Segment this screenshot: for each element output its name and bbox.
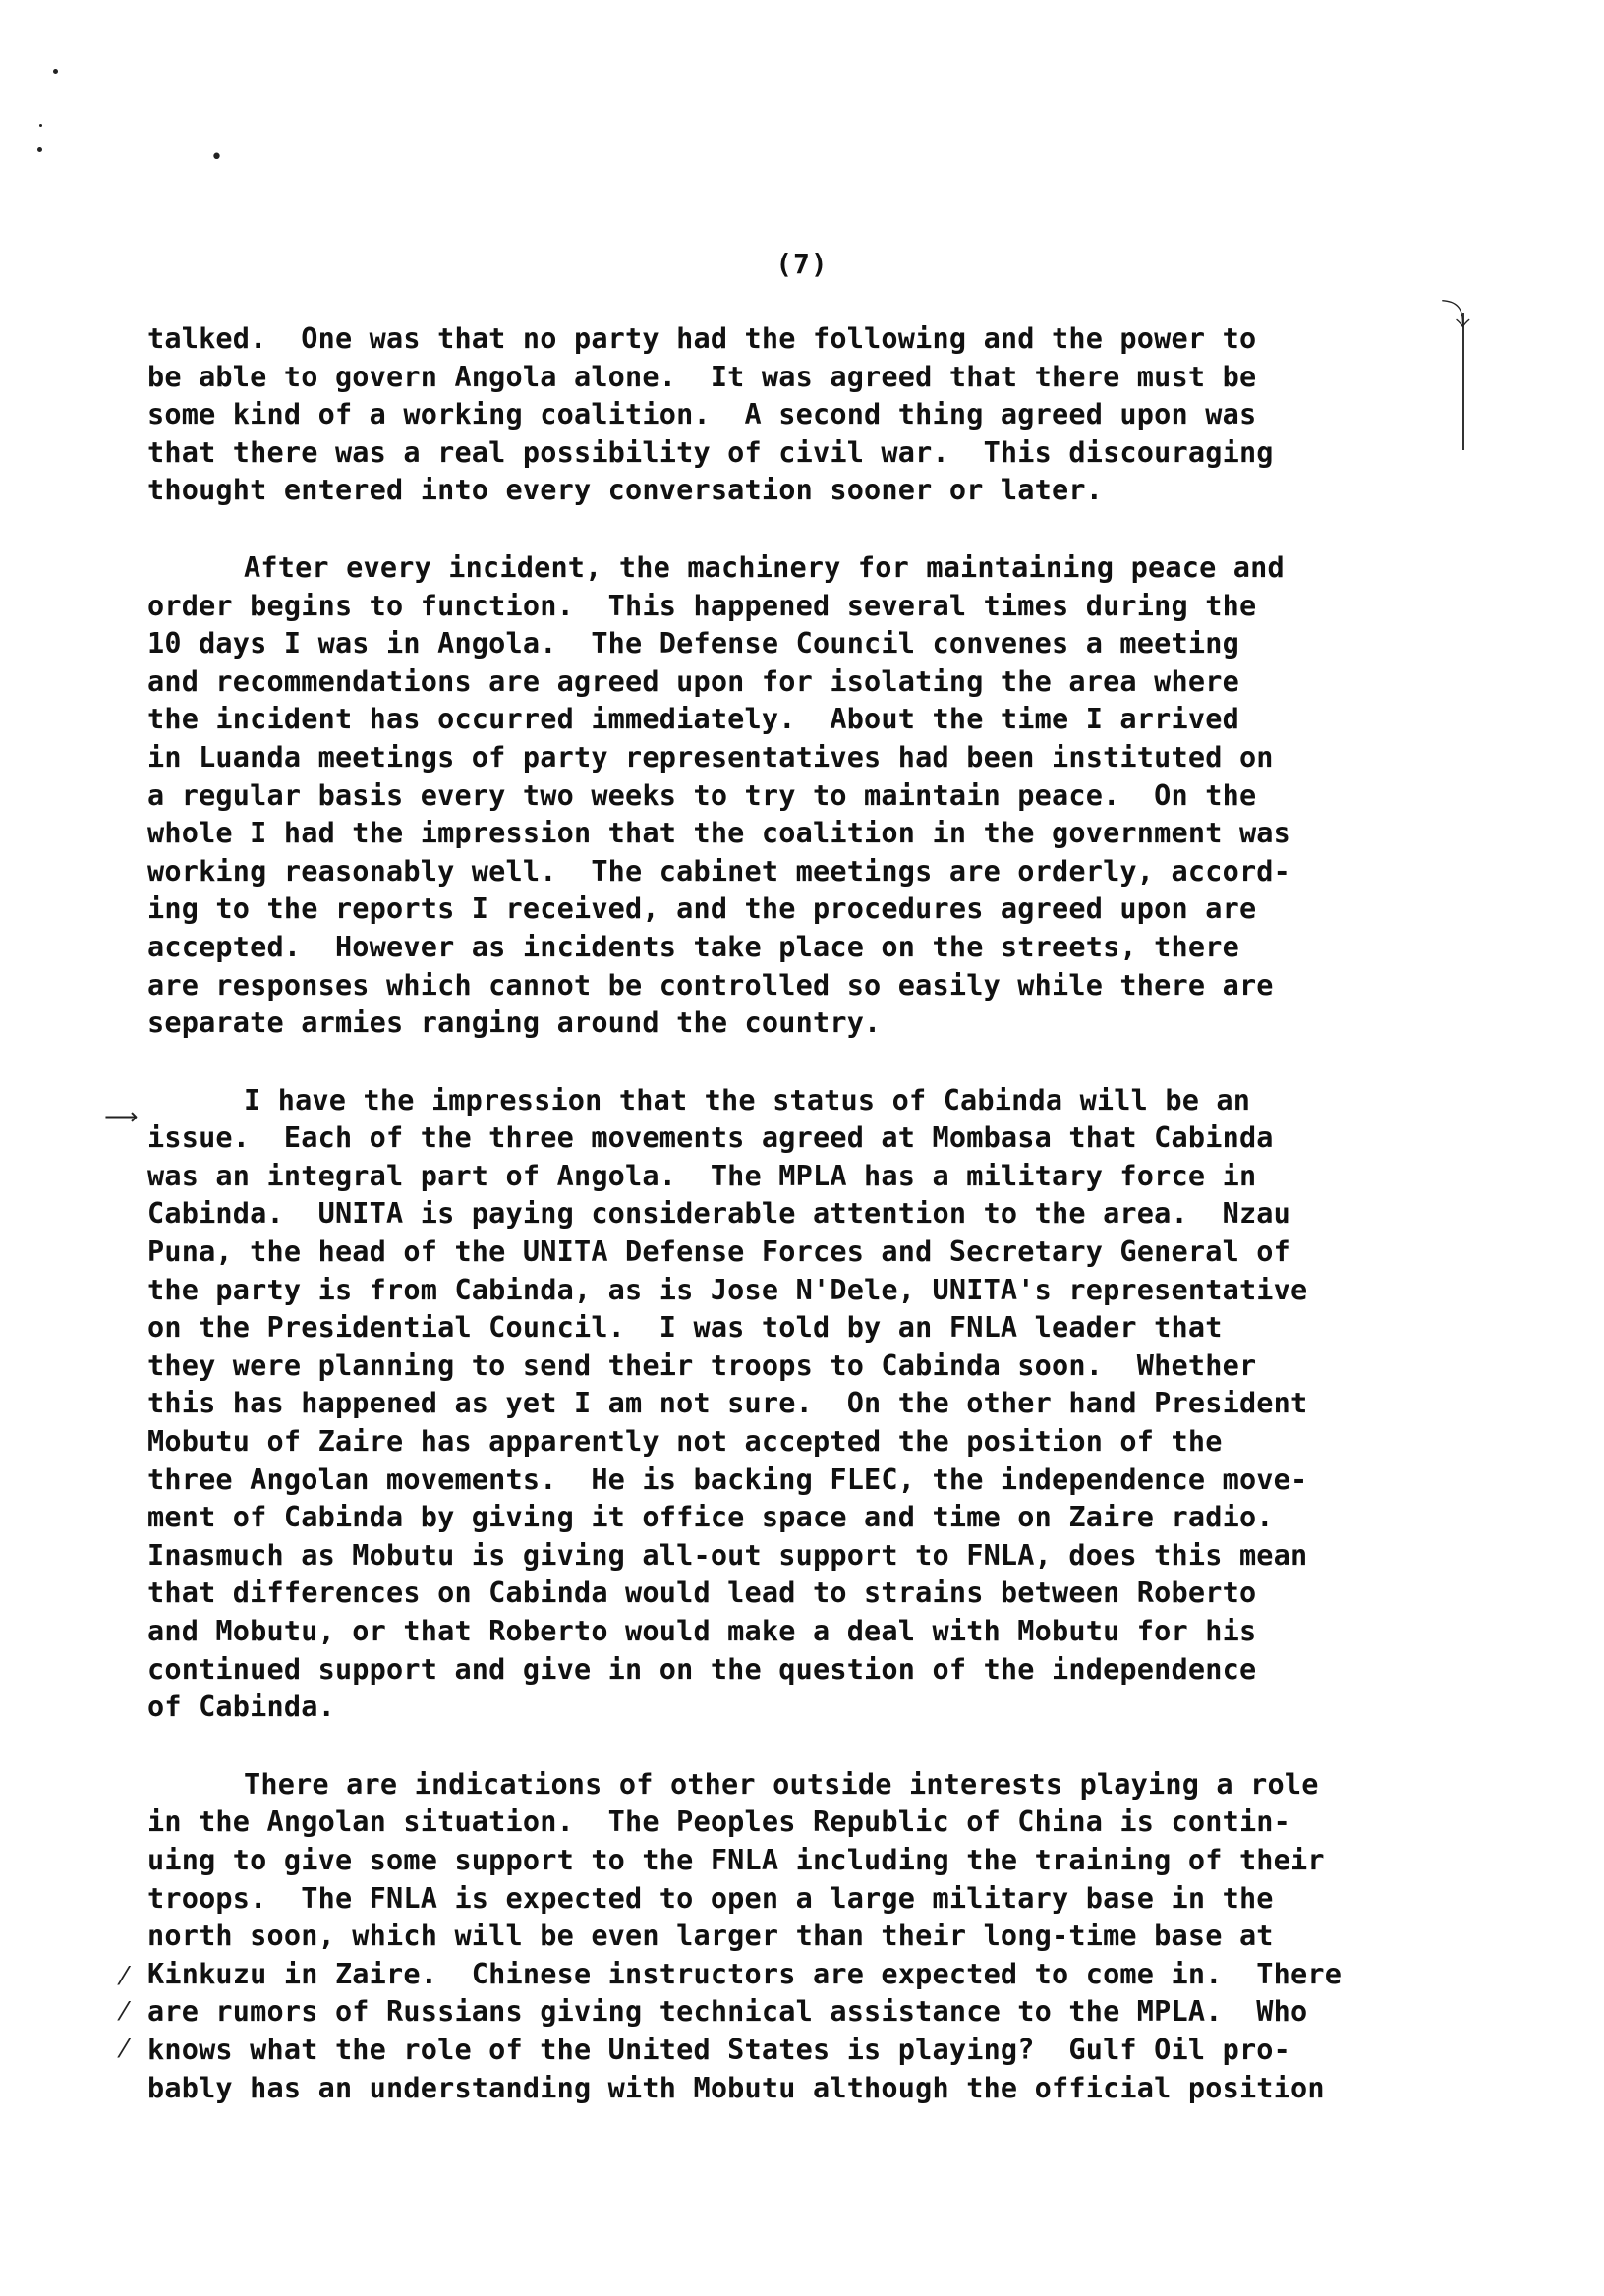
text-line: in the Angolan situation. The Peoples Republic of China is contin-: [147, 1806, 1291, 1839]
body-text: [147, 320, 1514, 2147]
text-line: continued support and give in on the question of the independence: [147, 1652, 1257, 1686]
text-line: There are indications of other outside interests playing a role: [244, 1767, 1319, 1801]
margin-tick: ⁄: [122, 1997, 127, 2027]
text-line: ment of Cabinda by giving it office space and time on Zaire radio.: [147, 1501, 1274, 1534]
page-number: (7): [775, 248, 829, 280]
text-line: north soon, which will be even larger than their long-time base at: [147, 1920, 1274, 1953]
paragraph: [147, 549, 1514, 1043]
text-line: issue. Each of the three movements agreed at Mombasa that Cabinda: [147, 1121, 1274, 1155]
text-line: accepted. However as incidents take place on the streets, there: [147, 930, 1239, 963]
text-line: in Luanda meetings of party representatives had been instituted on: [147, 740, 1274, 774]
text-line: and recommendations are agreed upon for isolating the area where: [147, 664, 1239, 698]
text-line: separate armies ranging around the country.: [147, 1006, 882, 1040]
text-line: a regular basis every two weeks to try to maintain peace. On the: [147, 778, 1257, 812]
text-line: of Cabinda.: [147, 1691, 335, 1724]
margin-tick: ⁄: [122, 2035, 127, 2064]
text-line: 10 days I was in Angola. The Defense Council convenes a meeting: [147, 627, 1239, 660]
text-line: that differences on Cabinda would lead to strains between Roberto: [147, 1577, 1257, 1610]
text-line: troops. The FNLA is expected to open a large military base in the: [147, 1881, 1274, 1915]
text-line: whole I had the impression that the coalition in the government was: [147, 817, 1291, 850]
paragraph: [147, 320, 1514, 510]
text-line: thought entered into every conversation sooner or later.: [147, 474, 1104, 507]
text-line: the party is from Cabinda, as is Jose N'Dele, UNITA's representative: [147, 1273, 1308, 1306]
margin-tick: ⁄: [122, 1962, 127, 1991]
scan-speck: [53, 69, 58, 74]
text-line: are rumors of Russians giving technical assistance to the MPLA. Who: [147, 1995, 1308, 2029]
text-line: ing to the reports I received, and the procedures agreed upon are: [147, 892, 1257, 926]
paragraph: [147, 1082, 1514, 1727]
text-line: uing to give some support to the FNLA including the training of their: [147, 1843, 1325, 1876]
text-line: the incident has occurred immediately. About the time I arrived: [147, 703, 1239, 736]
paragraph: [147, 1766, 1514, 2107]
text-line: and Mobutu, or that Roberto would make a deal with Mobutu for his: [147, 1615, 1257, 1647]
text-line: Mobutu of Zaire has apparently not accepted the position of the: [147, 1425, 1223, 1459]
text-line: this has happened as yet I am not sure. On the other hand President: [147, 1387, 1308, 1420]
text-line: that there was a real possibility of civil war. This discouraging: [147, 435, 1274, 469]
text-line: bably has an understanding with Mobutu although the official position: [147, 2071, 1325, 2104]
scan-speck: [37, 147, 42, 152]
scan-speck: •: [210, 145, 223, 170]
text-line: on the Presidential Council. I was told by an FNLA leader that: [147, 1311, 1223, 1345]
text-line: Puna, the head of the UNITA Defense Forces and Secretary General of: [147, 1235, 1291, 1269]
text-line: After every incident, the machinery for maintaining peace and: [244, 550, 1285, 584]
text-line: order begins to function. This happened several times during the: [147, 589, 1257, 622]
text-line: I have the impression that the status of Cabinda will be an: [244, 1083, 1251, 1117]
margin-arrow-icon: ⤵: [1441, 299, 1470, 333]
text-line: some kind of a working coalition. A second thing agreed upon was: [147, 398, 1257, 431]
text-line: Inasmuch as Mobutu is giving all-out support to FNLA, does this mean: [147, 1538, 1308, 1572]
text-line: be able to govern Angola alone. It was agreed that there must be: [147, 360, 1257, 393]
text-line: working reasonably well. The cabinet meetings are orderly, accord-: [147, 854, 1291, 888]
text-line: was an integral part of Angola. The MPLA has a military force in: [147, 1159, 1257, 1192]
text-line: knows what the role of the United States is playing? Gulf Oil pro-: [147, 2033, 1291, 2066]
text-line: Kinkuzu in Zaire. Chinese instructors are expected to come in. There: [147, 1957, 1343, 1990]
text-line: are responses which cannot be controlled so easily while there are: [147, 968, 1274, 1002]
text-line: three Angolan movements. He is backing FLEC, the independence move-: [147, 1463, 1308, 1496]
scan-speck: [39, 124, 42, 127]
margin-arrow-icon: ⟶: [104, 1103, 139, 1130]
text-line: they were planning to send their troops to Cabinda soon. Whether: [147, 1349, 1257, 1382]
text-line: Cabinda. UNITA is paying considerable attention to the area. Nzau: [147, 1197, 1291, 1231]
text-line: talked. One was that no party had the following and the power to: [147, 322, 1257, 355]
